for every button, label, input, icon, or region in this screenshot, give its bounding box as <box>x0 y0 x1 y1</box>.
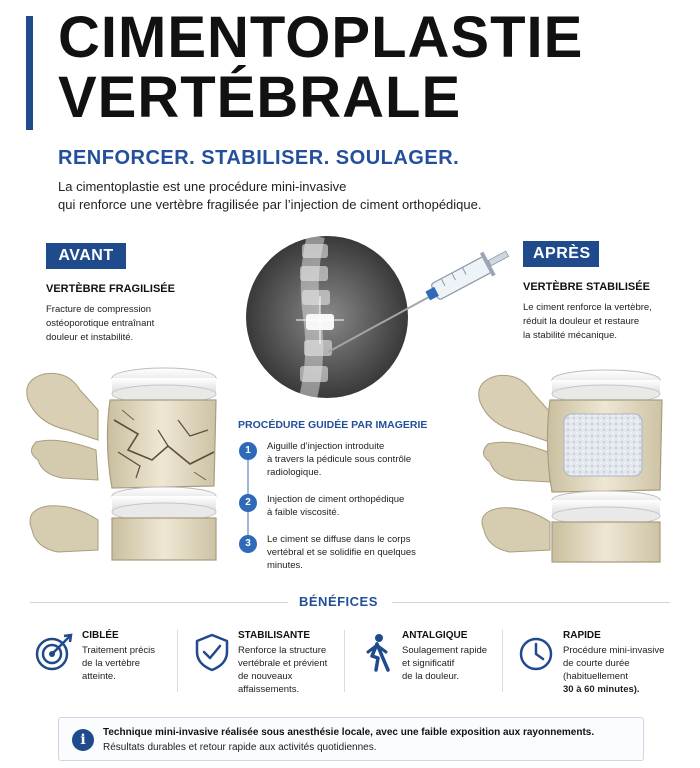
page-subtitle: RENFORCER. STABILISER. SOULAGER. <box>58 147 460 169</box>
before-line-1: Fracture de compression <box>46 304 152 315</box>
benefit-text <box>402 644 487 683</box>
benefits-title: BÉNÉFICES <box>299 594 378 609</box>
benefit-4-line-2: de courte durée <box>563 658 630 669</box>
before-line-2: ostéoporotique entraînant <box>46 318 155 329</box>
benefit-4-line-3: (habituellement <box>563 671 628 682</box>
step-text-1 <box>267 440 437 479</box>
after-line-2: réduit la douleur et restaure <box>523 316 640 327</box>
benefit-divider-2 <box>344 630 345 692</box>
intro-line-1: La cimentoplastie est une procédure mini-invasive <box>58 179 347 194</box>
target-icon <box>34 632 74 672</box>
benefit-title: RAPIDE <box>563 630 601 641</box>
step-1-line-1: Aiguille d’injection introduite <box>267 441 385 452</box>
info-box <box>58 717 644 761</box>
benefit-2-line-3: de nouveaux <box>238 671 293 682</box>
benefit-2-line-2: vertébrale et prévient <box>238 658 328 669</box>
after-line-3: la stabilité mécanique. <box>523 330 617 341</box>
before-line-3: douleur et instabilité. <box>46 332 134 343</box>
step-number-3: 3 <box>239 535 257 553</box>
before-badge: AVANT <box>46 243 126 269</box>
benefit-3-line-2: et significatif <box>402 658 455 669</box>
step-3-line-3: minutes. <box>267 560 303 571</box>
benefit-2-line-4: affaissements. <box>238 684 300 695</box>
benefit-title: ANTALGIQUE <box>402 630 468 641</box>
fractured-vertebra-illustration <box>18 360 218 570</box>
step-1-line-2: à travers la pédicule sous contrôle <box>267 454 412 465</box>
step-text-3 <box>267 533 437 572</box>
benefits-rule-right <box>392 602 670 603</box>
benefits-rule-left <box>30 602 288 603</box>
stabilized-vertebra-illustration <box>470 362 670 568</box>
info-bold-text: Technique mini-invasive réalisée sous anesthésie locale, avec une faible exposition aux rayonnements. <box>103 727 595 738</box>
step-2-line-2: à faible viscosité. <box>267 507 340 518</box>
intro-line-2: qui renforce une vertèbre fragilisée par l’injection de ciment orthopédique. <box>58 197 482 212</box>
syringe-illustration <box>320 240 520 360</box>
benefit-2-line-1: Renforce la structure <box>238 645 327 656</box>
benefit-divider-3 <box>502 630 503 692</box>
step-2-line-1: Injection de ciment orthopédique <box>267 494 405 505</box>
benefit-text <box>563 644 664 696</box>
after-heading: VERTÈBRE STABILISÉE <box>523 281 650 293</box>
after-line-1: Le ciment renforce la vertèbre, <box>523 302 652 313</box>
intro-text <box>58 178 578 214</box>
step-number-2: 2 <box>239 494 257 512</box>
step-number-1: 1 <box>239 442 257 460</box>
benefit-title: CIBLÉE <box>82 630 119 641</box>
shield-check-icon <box>192 632 232 672</box>
info-regular-text: Résultats durables et retour rapide aux activités quotidiennes. <box>103 742 377 753</box>
benefit-1-line-1: Traitement précis <box>82 645 156 656</box>
before-description <box>46 303 154 345</box>
benefit-text <box>238 644 327 696</box>
after-badge: APRÈS <box>523 241 599 267</box>
info-icon: i <box>72 729 94 751</box>
before-heading: VERTÈBRE FRAGILISÉE <box>46 283 175 295</box>
procedure-title: PROCÉDURE GUIDÉE PAR IMAGERIE <box>238 419 428 431</box>
benefit-4-line-1: Procédure mini-invasive <box>563 645 665 656</box>
benefit-1-line-3: atteinte. <box>82 671 116 682</box>
benefit-3-line-3: de la douleur. <box>402 671 460 682</box>
step-3-line-2: vertébral et se solidifie en quelques <box>267 547 416 558</box>
title-accent-bar <box>26 16 33 130</box>
step-3-line-1: Le ciment se diffuse dans le corps <box>267 534 411 545</box>
benefit-4-line-4: 30 à 60 minutes). <box>563 684 640 695</box>
benefit-title: STABILISANTE <box>238 630 311 641</box>
clock-icon <box>516 632 556 672</box>
benefit-text <box>82 644 155 683</box>
walking-person-icon <box>358 632 398 672</box>
after-description <box>523 301 652 343</box>
benefit-divider-1 <box>177 630 178 692</box>
benefit-1-line-2: de la vertèbre <box>82 658 141 669</box>
title-line-1: CIMENTOPLASTIE <box>58 5 584 70</box>
step-1-line-3: radiologique. <box>267 467 322 478</box>
benefit-3-line-1: Soulagement rapide <box>402 645 488 656</box>
title-line-2: VERTÉBRALE <box>58 65 462 130</box>
step-text-2 <box>267 493 437 519</box>
page-title <box>58 5 678 130</box>
